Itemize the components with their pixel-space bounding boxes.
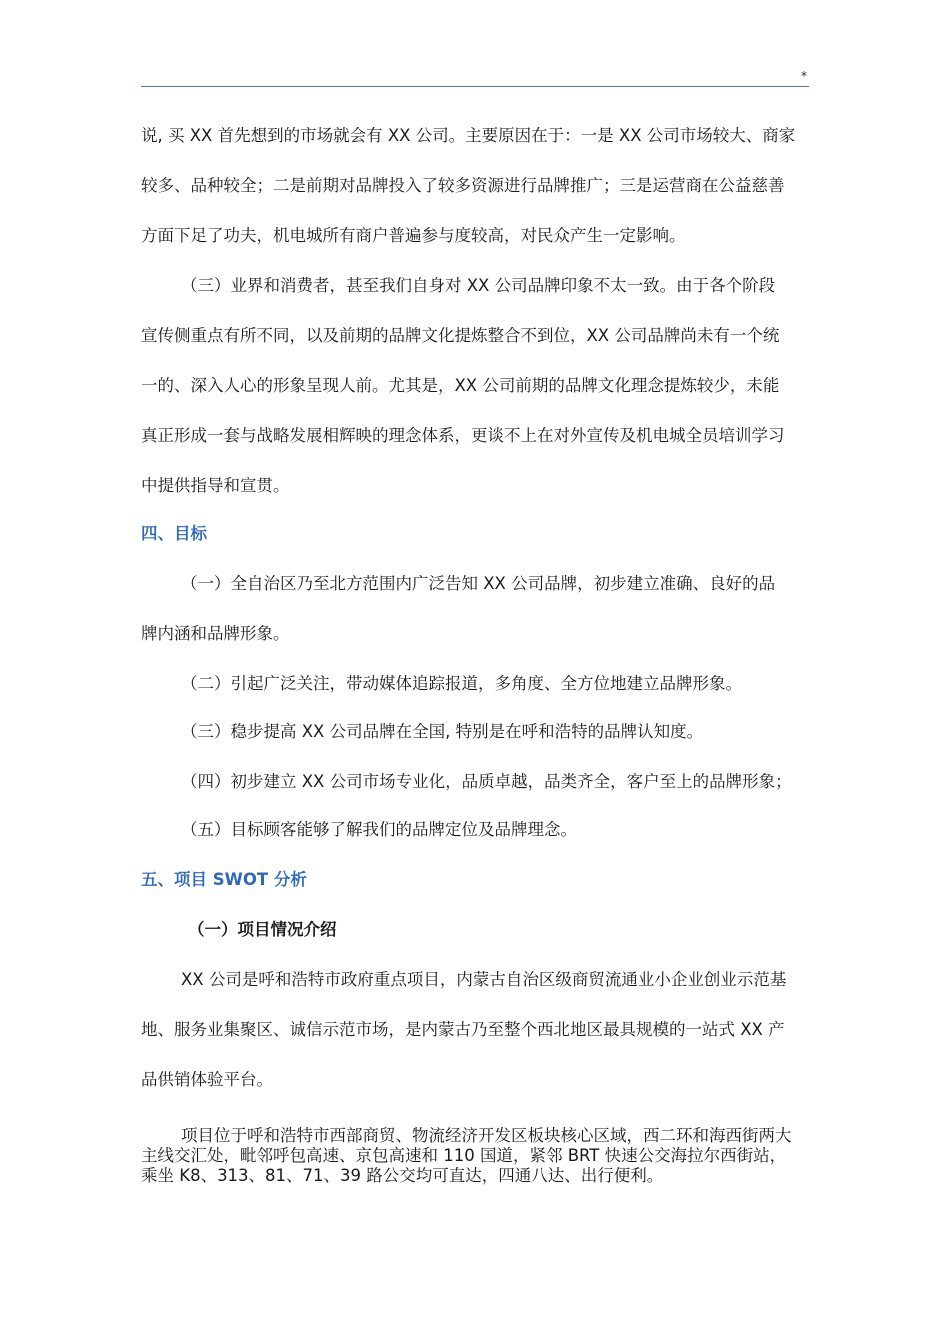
text-line: 主线交汇处，毗邻呼包高速、京包高速和 110 国道，紧邻 BRT 快速公交海拉尔西街站， — [141, 1146, 787, 1165]
text-line: 品供销体验平台。 — [141, 1070, 273, 1089]
section-heading-swot: 五、项目 SWOT 分析 — [141, 870, 307, 889]
list-item: （四）初步建立 XX 公司市场专业化，品质卓越，品类齐全，客户至上的品牌形象； — [181, 772, 792, 791]
list-item: （一）全自治区乃至北方范围内广泛告知 XX 公司品牌，初步建立准确、良好的品 — [181, 574, 776, 593]
text-line: 说, 买 XX 首先想到的市场就会有 XX 公司。主要原因在于：一是 XX 公司市场较大、商家 — [141, 126, 796, 145]
section-heading-goals: 四、目标 — [141, 524, 207, 543]
header-mark: * — [801, 69, 807, 83]
list-item-continuation: 牌内涵和品牌形象。 — [141, 624, 290, 643]
subsection-heading: （一）项目情况介绍 — [188, 920, 337, 939]
text-line: 项目位于呼和浩特市西部商贸、物流经济开发区板块核心区域，西二环和海西街两大 — [181, 1126, 792, 1145]
list-item: （二）引起广泛关注，带动媒体追踪报道，多角度、全方位地建立品牌形象。 — [181, 674, 742, 693]
text-line: （三）业界和消费者，甚至我们自身对 XX 公司品牌印象不太一致。由于各个阶段 — [181, 276, 776, 295]
text-line: 乘坐 K8、313、81、71、39 路公交均可直达，四通八达、出行便利。 — [141, 1166, 664, 1185]
list-item: （五）目标顾客能够了解我们的品牌定位及品牌理念。 — [181, 820, 577, 839]
text-line: 一的、深入人心的形象呈现人前。尤其是，XX 公司前期的品牌文化理念提炼较少，未能 — [141, 376, 780, 395]
text-line: 较多、品种较全；二是前期对品牌投入了较多资源进行品牌推广；三是运营商在公益慈善 — [141, 176, 785, 195]
text-line: 中提供指导和宣贯。 — [141, 476, 290, 495]
text-line: 真正形成一套与战略发展相辉映的理念体系，更谈不上在对外宣传及机电城全员培训学习 — [141, 426, 785, 445]
text-line: XX 公司是呼和浩特市政府重点项目，内蒙古自治区级商贸流通业小企业创业示范基 — [181, 970, 787, 989]
header-rule — [141, 86, 809, 87]
text-line: 方面下足了功夫，机电城所有商户普遍参与度较高，对民众产生一定影响。 — [141, 226, 686, 245]
text-line: 地、服务业集聚区、诚信示范市场，是内蒙古乃至整个西北地区最具规模的一站式 XX 产 — [141, 1020, 785, 1039]
text-line: 宣传侧重点有所不同，以及前期的品牌文化提炼整合不到位，XX 公司品牌尚未有一个统 — [141, 326, 780, 345]
list-item: （三）稳步提高 XX 公司品牌在全国, 特别是在呼和浩特的品牌认知度。 — [181, 722, 704, 741]
